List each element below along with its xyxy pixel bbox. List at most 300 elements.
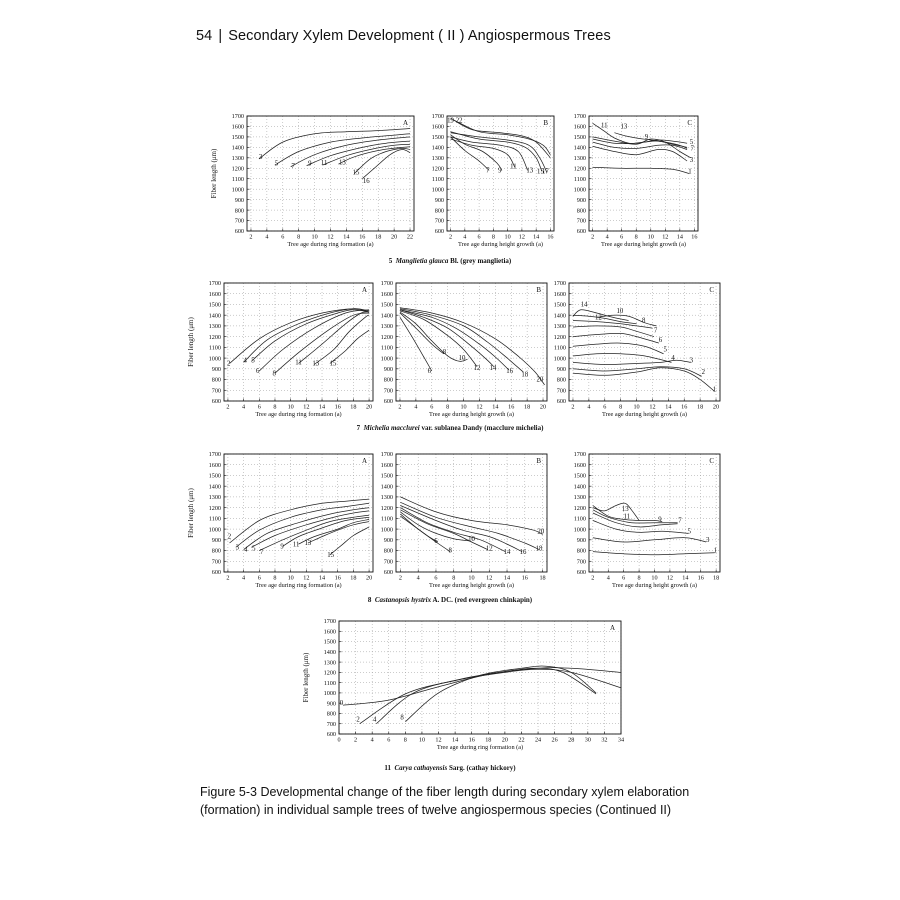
series-label-15: 15 xyxy=(327,551,335,559)
y-tick-label: 1500 xyxy=(231,134,244,142)
series-line-15 xyxy=(330,330,369,363)
x-tick-label: 12 xyxy=(303,403,310,411)
y-tick-label: 1100 xyxy=(573,175,586,183)
x-tick-label: 10 xyxy=(468,574,475,582)
series-label-11: 11 xyxy=(623,513,631,521)
y-tick-label: 900 xyxy=(576,196,586,204)
y-tick-label: 1100 xyxy=(380,515,393,523)
y-tick-label: 1400 xyxy=(380,483,393,491)
series-line-6 xyxy=(573,333,659,343)
y-tick-label: 1200 xyxy=(208,333,221,341)
x-tick-label: 6 xyxy=(477,233,481,241)
x-tick-label: 12 xyxy=(666,574,674,582)
x-tick-label: 2 xyxy=(398,403,402,411)
series-label-14: 14 xyxy=(503,548,511,556)
y-tick-label: 700 xyxy=(234,217,244,225)
series-label-6: 6 xyxy=(427,368,432,376)
x-tick-label: 2 xyxy=(249,233,253,241)
x-tick-label: 6 xyxy=(257,574,261,582)
x-tick-label: 2 xyxy=(591,233,595,241)
x-tick-label: 24 xyxy=(534,736,542,744)
y-tick-label: 1700 xyxy=(573,113,586,121)
x-tick-label: 16 xyxy=(334,403,341,411)
x-tick-label: 4 xyxy=(416,574,420,582)
y-tick-label: 700 xyxy=(383,558,393,566)
x-tick-label: 12 xyxy=(486,574,493,582)
x-axis-label: Tree age during ring formation (a) xyxy=(436,744,524,751)
y-tick-label: 1600 xyxy=(431,123,444,131)
x-tick-label: 20 xyxy=(539,403,547,411)
y-tick-label: 1700 xyxy=(231,113,244,121)
x-tick-label: 10 xyxy=(287,403,294,411)
y-tick-label: 1200 xyxy=(208,504,221,512)
x-axis-label: Tree age during height growth (a) xyxy=(601,241,686,248)
y-tick-label: 1300 xyxy=(208,494,221,502)
y-tick-label: 600 xyxy=(326,731,336,739)
y-tick-label: 800 xyxy=(434,207,444,215)
x-tick-label: 16 xyxy=(521,574,528,582)
y-tick-label: 800 xyxy=(576,207,586,215)
series-line-10 xyxy=(400,512,469,541)
x-tick-label: 32 xyxy=(601,736,608,744)
y-tick-label: 1000 xyxy=(431,186,444,194)
panel-letter: A xyxy=(361,457,367,465)
x-tick-label: 4 xyxy=(265,233,269,241)
x-tick-label: 12 xyxy=(435,736,442,744)
species-caption-5: 5 Manglietia glauca Bl. (grey manglietia) xyxy=(388,257,512,265)
y-tick-label: 600 xyxy=(576,569,586,577)
y-tick-label: 800 xyxy=(326,710,336,718)
y-tick-label: 1400 xyxy=(231,144,244,152)
series-label-15: 15 xyxy=(537,168,544,176)
y-tick-label: 1700 xyxy=(553,280,566,288)
x-axis-label: Tree age during height growth (a) xyxy=(612,582,697,589)
y-tick-label: 900 xyxy=(234,196,244,204)
x-tick-label: 6 xyxy=(434,574,438,582)
series-label-11: 11 xyxy=(600,122,608,130)
y-tick-label: 1700 xyxy=(573,451,586,459)
x-tick-label: 6 xyxy=(620,233,624,241)
series-label-2: 2 xyxy=(227,360,231,368)
series-label-1: 1 xyxy=(712,386,717,394)
series-label-10: 10 xyxy=(458,355,466,363)
x-tick-label: 18 xyxy=(524,403,531,411)
y-tick-label: 1600 xyxy=(231,123,244,131)
y-tick-label: 1500 xyxy=(380,472,393,480)
panel-letter: C xyxy=(687,119,692,127)
series-label-2: 2 xyxy=(701,369,706,377)
chart-7-c xyxy=(554,280,720,418)
x-tick-label: 12 xyxy=(662,233,669,241)
header-separator: | xyxy=(218,28,223,44)
y-tick-label: 1300 xyxy=(380,494,393,502)
y-tick-label: 1000 xyxy=(553,355,566,363)
x-tick-label: 14 xyxy=(492,403,499,411)
y-tick-label: 1700 xyxy=(380,451,393,459)
series-label-6: 6 xyxy=(658,337,663,344)
series-label-8: 8 xyxy=(448,547,452,555)
panel-letter: B xyxy=(536,457,541,465)
chart-8-b xyxy=(381,451,547,589)
series-line-13 xyxy=(593,503,639,520)
y-tick-label: 1400 xyxy=(573,483,586,491)
series-line-13 xyxy=(314,315,369,364)
chart-5-a xyxy=(210,113,414,248)
series-label-13: 13 xyxy=(304,540,312,548)
y-tick-label: 1100 xyxy=(208,515,221,523)
y-tick-label: 1000 xyxy=(208,355,221,363)
y-tick-label: 700 xyxy=(383,387,393,395)
series-label-10: 10 xyxy=(616,308,624,316)
x-tick-label: 12 xyxy=(518,233,525,241)
x-tick-label: 8 xyxy=(273,403,277,411)
panel-letter: B xyxy=(536,286,541,294)
book-title: Secondary Xylem Development ( II ) Angiospermous Trees xyxy=(228,28,611,44)
y-axis-label: Fiber length (μm) xyxy=(210,148,218,199)
x-tick-label: 10 xyxy=(651,574,658,582)
series-line-12 xyxy=(400,510,487,550)
y-tick-label: 1000 xyxy=(208,526,221,534)
x-tick-label: 18 xyxy=(375,233,382,241)
y-tick-label: 1300 xyxy=(553,323,566,331)
y-tick-label: 1600 xyxy=(573,461,586,469)
x-tick-label: 14 xyxy=(343,233,350,241)
y-axis-label: Fiber length (μm) xyxy=(302,652,310,703)
y-tick-label: 1700 xyxy=(208,451,221,459)
series-label-18: 18 xyxy=(521,371,529,379)
plot-frame xyxy=(569,283,720,401)
series-label-18: 18 xyxy=(535,545,543,553)
series-label-4: 4 xyxy=(243,357,247,365)
x-tick-label: 16 xyxy=(359,233,366,241)
series-label-19: 19 xyxy=(447,117,454,125)
series-label-2: 2 xyxy=(356,716,360,724)
y-tick-label: 1600 xyxy=(208,290,221,298)
y-tick-label: 1200 xyxy=(573,165,586,173)
y-tick-label: 1200 xyxy=(573,504,586,512)
x-tick-label: 6 xyxy=(257,403,261,411)
series-line-2 xyxy=(360,669,621,723)
y-tick-label: 1500 xyxy=(553,301,566,309)
y-tick-label: 900 xyxy=(383,366,393,374)
x-tick-label: 18 xyxy=(350,574,357,582)
plot-frame xyxy=(396,283,547,401)
series-label-7: 7 xyxy=(485,167,490,175)
series-label-4: 4 xyxy=(671,355,675,363)
x-tick-label: 20 xyxy=(365,574,373,582)
series-label-7: 7 xyxy=(678,517,682,525)
x-tick-label: 4 xyxy=(242,574,246,582)
series-label-6: 6 xyxy=(256,368,260,376)
panel-letter: C xyxy=(709,286,714,294)
plot-frame xyxy=(589,454,720,572)
series-label-12: 12 xyxy=(485,545,493,553)
x-tick-label: 20 xyxy=(501,736,508,744)
x-tick-label: 6 xyxy=(622,574,626,582)
x-axis-label: Tree age during height growth (a) xyxy=(429,582,514,589)
chart-8-a xyxy=(187,451,373,589)
series-label-3: 3 xyxy=(689,157,694,164)
y-tick-label: 1500 xyxy=(573,472,586,480)
x-tick-label: 2 xyxy=(354,736,358,744)
y-tick-label: 900 xyxy=(211,366,221,374)
y-tick-label: 1600 xyxy=(553,290,566,298)
series-line-10 xyxy=(400,312,468,361)
figure-caption: Figure 5-3 Developmental change of the fiber length during secondary xylem elaboration (formation) in individual sample trees of twelve angiospermous species (Continued II) xyxy=(200,785,690,817)
series-line-18 xyxy=(400,309,523,372)
series-label-11: 11 xyxy=(292,541,300,549)
x-tick-label: 2 xyxy=(571,403,575,411)
x-tick-label: 10 xyxy=(287,574,294,582)
y-tick-label: 600 xyxy=(383,398,393,406)
series-line-1 xyxy=(573,368,717,394)
chart-8-c xyxy=(574,451,720,589)
y-tick-label: 1300 xyxy=(380,323,393,331)
series-line-4 xyxy=(376,668,596,724)
x-tick-label: 12 xyxy=(649,403,656,411)
series-label-13: 13 xyxy=(312,360,320,368)
series-label-13: 13 xyxy=(526,167,534,175)
y-tick-label: 1000 xyxy=(323,690,336,698)
series-label-9: 9 xyxy=(644,134,649,141)
y-tick-label: 1300 xyxy=(431,155,444,163)
x-tick-label: 18 xyxy=(713,574,720,582)
x-tick-label: 4 xyxy=(463,233,467,241)
x-tick-label: 6 xyxy=(430,403,434,411)
x-tick-label: 6 xyxy=(603,403,607,411)
x-tick-label: 8 xyxy=(297,233,301,241)
series-label-3: 3 xyxy=(689,357,694,365)
chart-7-b xyxy=(381,280,547,418)
x-tick-label: 4 xyxy=(587,403,591,411)
series-label-6: 6 xyxy=(434,538,438,546)
x-tick-label: 14 xyxy=(533,233,540,241)
x-axis-label: Tree age during height growth (a) xyxy=(458,241,543,248)
series-label-8: 8 xyxy=(400,714,404,722)
y-tick-label: 1000 xyxy=(380,526,393,534)
y-tick-label: 700 xyxy=(211,558,221,566)
series-label-5: 5 xyxy=(689,139,694,147)
x-tick-label: 16 xyxy=(547,233,554,241)
y-tick-label: 700 xyxy=(576,558,586,566)
x-tick-label: 10 xyxy=(418,736,426,744)
y-tick-label: 700 xyxy=(326,720,336,728)
x-tick-label: 28 xyxy=(568,736,575,744)
y-tick-label: 600 xyxy=(576,228,586,236)
y-tick-label: 600 xyxy=(556,398,566,406)
series-line-16 xyxy=(362,149,410,178)
plot-frame xyxy=(224,283,373,401)
x-tick-label: 14 xyxy=(452,736,459,744)
y-tick-label: 1300 xyxy=(323,659,336,667)
y-tick-label: 1300 xyxy=(573,494,586,502)
x-tick-label: 16 xyxy=(681,403,688,411)
series-label-11: 11 xyxy=(510,163,517,171)
y-tick-label: 1600 xyxy=(380,461,393,469)
x-tick-label: 16 xyxy=(468,736,475,744)
x-tick-label: 14 xyxy=(676,233,683,241)
x-tick-label: 14 xyxy=(682,574,689,582)
series-label-12: 12 xyxy=(595,314,602,322)
x-axis-label: Tree age during height growth (a) xyxy=(429,411,514,418)
x-tick-label: 4 xyxy=(414,403,418,411)
y-tick-label: 1300 xyxy=(208,323,221,331)
y-tick-label: 1200 xyxy=(231,165,244,173)
y-tick-label: 1600 xyxy=(323,628,336,636)
y-tick-label: 800 xyxy=(234,207,244,215)
series-label-7: 7 xyxy=(259,548,264,556)
y-tick-label: 1500 xyxy=(208,301,221,309)
series-label-11: 11 xyxy=(320,160,328,168)
y-tick-label: 1400 xyxy=(573,144,586,152)
series-label-8: 8 xyxy=(642,317,646,325)
x-tick-label: 2 xyxy=(398,574,402,582)
x-tick-label: 2 xyxy=(226,403,230,411)
y-tick-label: 1200 xyxy=(323,669,336,677)
series-label-5: 5 xyxy=(274,160,279,168)
x-tick-label: 8 xyxy=(446,403,450,411)
y-tick-label: 800 xyxy=(576,547,586,555)
x-tick-label: 22 xyxy=(518,736,525,744)
series-label-14: 14 xyxy=(489,364,497,372)
y-tick-label: 700 xyxy=(556,387,566,395)
y-tick-label: 1200 xyxy=(380,333,393,341)
series-label-4: 4 xyxy=(244,546,248,554)
series-label-3: 3 xyxy=(258,153,263,161)
y-tick-label: 1400 xyxy=(553,312,566,320)
series-label-20: 20 xyxy=(536,376,544,384)
panel-letter: B xyxy=(543,119,548,127)
y-tick-label: 800 xyxy=(211,547,221,555)
series-label-5: 5 xyxy=(252,545,256,553)
y-tick-label: 800 xyxy=(383,376,393,384)
y-tick-label: 1100 xyxy=(553,344,566,352)
species-caption-8: 8 Castanopsis hystrix A. DC. (red evergreen chinkapin) xyxy=(367,596,533,604)
x-tick-label: 8 xyxy=(403,736,407,744)
series-label-15: 15 xyxy=(329,360,337,368)
x-axis-label: Tree age during ring formation (a) xyxy=(255,582,342,589)
series-label-4: 4 xyxy=(372,716,377,724)
x-tick-label: 8 xyxy=(634,233,638,241)
x-tick-label: 10 xyxy=(460,403,467,411)
x-tick-label: 8 xyxy=(452,574,456,582)
x-tick-label: 18 xyxy=(485,736,492,744)
x-tick-label: 16 xyxy=(334,574,341,582)
y-tick-label: 1100 xyxy=(208,344,221,352)
series-line-9 xyxy=(593,510,678,523)
x-tick-label: 14 xyxy=(318,574,326,582)
panel-letter: A xyxy=(609,624,615,632)
y-axis-label: Fiber length (μm) xyxy=(187,488,195,538)
series-label-17: 17 xyxy=(542,168,549,176)
y-tick-label: 600 xyxy=(383,569,393,577)
y-tick-label: 600 xyxy=(234,228,244,236)
x-tick-label: 0 xyxy=(337,736,341,744)
series-line-16 xyxy=(400,506,522,552)
series-label-20: 20 xyxy=(537,528,545,536)
series-label-2: 2 xyxy=(227,533,232,541)
x-tick-label: 6 xyxy=(281,233,285,241)
y-tick-label: 1100 xyxy=(323,679,336,687)
y-tick-label: 1600 xyxy=(380,290,393,298)
series-label-13: 13 xyxy=(621,505,629,513)
series-label-15: 15 xyxy=(352,169,360,177)
x-tick-label: 16 xyxy=(697,574,704,582)
x-tick-label: 18 xyxy=(539,574,546,582)
plot-frame xyxy=(589,116,698,231)
y-tick-label: 1100 xyxy=(573,515,586,523)
y-tick-label: 900 xyxy=(556,366,566,374)
y-tick-label: 900 xyxy=(383,537,393,545)
series-label-22: 22 xyxy=(455,117,463,125)
species-caption-11: 11 Carya cathayensis Sarg. (cathay hickory) xyxy=(384,764,516,772)
x-axis-label: Tree age during height growth (a) xyxy=(602,411,687,418)
series-label-5: 5 xyxy=(663,346,667,354)
series-label-9: 9 xyxy=(658,516,662,524)
y-tick-label: 1000 xyxy=(380,355,393,363)
y-axis-label: Fiber length (μm) xyxy=(187,317,195,367)
y-tick-label: 1500 xyxy=(380,301,393,309)
y-tick-label: 1000 xyxy=(573,186,586,194)
chart-5-b xyxy=(432,113,554,248)
series-label-7: 7 xyxy=(291,162,295,170)
series-label-5: 5 xyxy=(687,528,691,536)
series-label-5: 5 xyxy=(251,357,255,365)
x-tick-label: 4 xyxy=(370,736,374,744)
page-number: 54 xyxy=(196,28,213,44)
y-tick-label: 700 xyxy=(434,217,444,225)
x-tick-label: 26 xyxy=(551,736,558,744)
x-tick-label: 20 xyxy=(712,403,720,411)
series-label-3: 3 xyxy=(235,544,240,552)
series-label-7: 7 xyxy=(690,145,694,153)
y-tick-label: 1400 xyxy=(323,649,336,657)
y-tick-label: 1600 xyxy=(208,461,221,469)
x-tick-label: 4 xyxy=(605,233,609,241)
series-label-16: 16 xyxy=(506,368,514,376)
series-line-7 xyxy=(573,326,654,337)
x-tick-label: 10 xyxy=(311,233,318,241)
x-tick-label: 16 xyxy=(508,403,515,411)
x-tick-label: 14 xyxy=(665,403,672,411)
y-tick-label: 1500 xyxy=(323,638,336,646)
y-tick-label: 800 xyxy=(556,376,566,384)
series-label-16: 16 xyxy=(519,548,527,556)
y-tick-label: 1500 xyxy=(208,472,221,480)
x-axis-label: Tree age during ring formation (a) xyxy=(287,241,374,248)
y-tick-label: 1400 xyxy=(380,312,393,320)
series-label-1: 1 xyxy=(688,168,692,176)
series-label-9: 9 xyxy=(498,167,502,175)
series-label-8: 8 xyxy=(272,370,276,378)
y-tick-label: 800 xyxy=(383,547,393,555)
x-tick-label: 14 xyxy=(318,403,326,411)
y-tick-label: 1700 xyxy=(323,618,336,626)
series-label-10: 10 xyxy=(468,535,475,543)
x-tick-label: 12 xyxy=(476,403,483,411)
x-tick-label: 12 xyxy=(327,233,334,241)
y-tick-label: 700 xyxy=(211,387,221,395)
y-tick-label: 1400 xyxy=(208,483,221,491)
series-label-8: 8 xyxy=(442,348,447,356)
plot-frame xyxy=(224,454,373,572)
y-tick-label: 900 xyxy=(434,196,444,204)
y-tick-label: 1600 xyxy=(573,123,586,131)
series-label-7: 7 xyxy=(653,327,658,335)
x-tick-label: 22 xyxy=(406,233,414,241)
chart-11-a xyxy=(302,618,624,751)
y-tick-label: 1500 xyxy=(573,134,586,142)
